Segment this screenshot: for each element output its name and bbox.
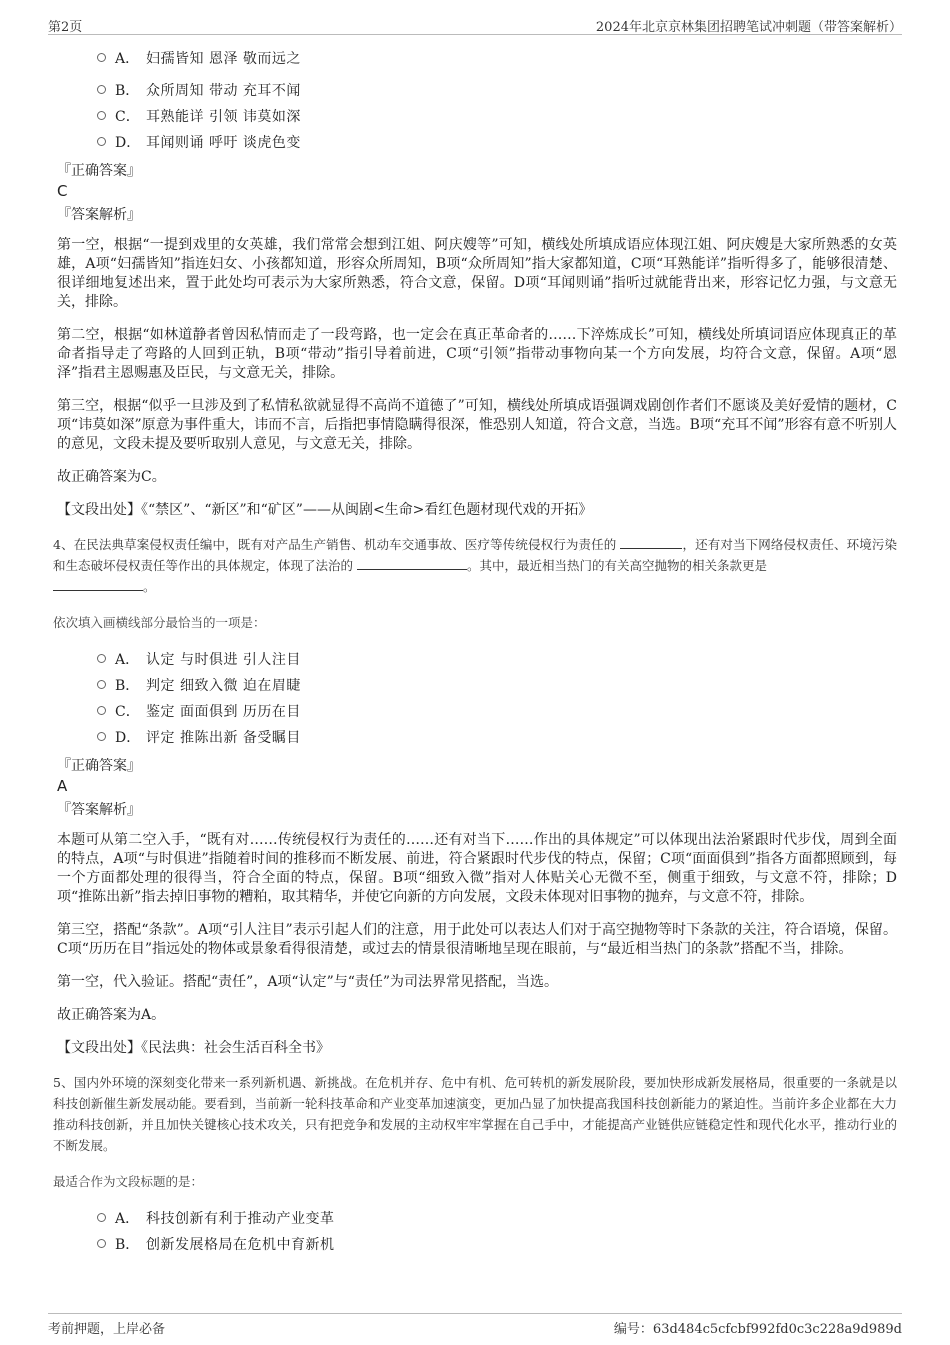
radio-icon[interactable] [97, 1213, 106, 1222]
blank-2 [357, 557, 467, 570]
q4-prompt: 依次填入画横线部分最恰当的一项是： [53, 615, 266, 630]
radio-icon[interactable] [97, 680, 106, 689]
analysis-label: 『答案解析』 [57, 207, 141, 223]
q4-option-c[interactable]: C． 鉴定 面面俱到 历历在目 [97, 697, 897, 723]
radio-icon[interactable] [97, 732, 106, 741]
q5-options [57, 1204, 897, 1256]
footer-slogan: 考前押题，上岸必备 [48, 1322, 166, 1337]
q4-conclusion: 故正确答案为A。 [57, 1007, 166, 1023]
q5-option-a[interactable]: A． 科技创新有利于推动产业变革 [97, 1204, 897, 1230]
q3-options [57, 44, 897, 154]
blank-1 [620, 536, 682, 549]
q4-source: 【文段出处】《民法典：社会生活百科全书》 [57, 1040, 330, 1056]
q3-source: 【文段出处】《“禁区”、“新区”和“矿区”——从闽剧<生命>看红色题材现代戏的开拓》 [57, 502, 593, 518]
radio-icon[interactable] [97, 706, 106, 715]
q4-options [57, 645, 897, 749]
q5-stem: 5、国内外环境的深刻变化带来一系列新机遇、新挑战。在危机并存、危中有机、危可转机的新发展阶段，要加快形成新发展格局，很重要的一条就是以科技创新催生新发展动能。要看到，当前新一轮科技革命和产业变革加速演变，更加凸显了加快提高我国科技创新能力的紧迫性。当前许多企业都在大力推动科技创新，并且加快关键核心技术攻关，只有把竞争和发展的主动权牢牢掌握在自己手中，才能提高产业链供应链稳定性和现代化水平，推动行业的不断发展。 [53, 1075, 897, 1153]
q4-analysis-1: 本题可从第二空入手，“既有对……传统侵权行为责任的……还有对当下……作出的具体规定”可以体现出法治紧跟时代步伐，周到全面的特点，A项“与时俱进”指随着时间的推移而不断发展、前进，符合紧跟时代步伐的特点，保留；C项“面面俱到”指各方面都照顾到，每一个方面都处理的很得当，符合全面的特点，保留。B项“细致入微”指对人体贴关心无微不至，侧重于细致，与文意不符，排除；D项“推陈出新”指去掉旧事物的糟粕，取其精华，并使它向新的方向发展，文段未体现对旧事物的抛弃，与文意不符，排除。 [57, 832, 897, 905]
answer-label: 『正确答案』 [57, 163, 141, 179]
q3-option-c[interactable]: C． 耳熟能详 引领 讳莫如深 [97, 102, 897, 128]
radio-icon[interactable] [97, 53, 106, 62]
q4-analysis-3: 第一空，代入验证。搭配“责任”，A项“认定”与“责任”为司法界常见搭配，当选。 [57, 974, 559, 990]
document-title: 2024年北京京林集团招聘笔试冲刺题（带答案解析） [595, 20, 902, 35]
page-header [48, 14, 902, 35]
q4-option-d[interactable]: D． 评定 推陈出新 备受瞩目 [97, 723, 897, 749]
q4-analysis-2: 第三空，搭配“条款”。A项“引人注目”表示引起人们的注意，用于此处可以表达人们对于高空抛物等时下条款的关注，符合语境，保留。C项“历历在目”指远处的物体或景象看得很清楚，或过去的情景很清晰地呈现在眼前，与“最近相当热门的条款”搭配不当，排除。 [57, 922, 897, 957]
q5-prompt: 最适合作为文段标题的是： [53, 1174, 204, 1189]
page-footer [48, 1313, 902, 1338]
q3-analysis-2: 第二空，根据“如林道静者曾因私情而走了一段弯路，也一定会在真正革命者的……下淬炼成长”可知，横线处所填词语应体现真正的革命者指导走了弯路的人回到正轨，B项“带动”指引导着前进，C项“引领”指带动事物向某一个方向发展，均符合文意，保留。A项“恩泽”指君主恩赐惠及臣民，与文意无关，排除。 [57, 327, 897, 381]
document-id: 编号：63d484c5cfcbf992fd0c3c228a9d989d [613, 1322, 902, 1337]
q3-answer: C [57, 182, 68, 200]
radio-icon[interactable] [97, 85, 106, 94]
answer-label: 『正确答案』 [57, 758, 141, 774]
q4-answer: A [57, 777, 68, 795]
radio-icon[interactable] [97, 111, 106, 120]
q4-stem: 4、在民法典草案侵权责任编中，既有对产品生产销售、机动车交通事故、医疗等传统侵权行为责任的 ，还有对当下网络侵权责任、环境污染和生态破坏侵权责任等作出的具体规定，体现了法治的 。其中，最近相当热门的有关高空抛物的相关条款更是 。 [53, 537, 897, 594]
q3-option-b[interactable]: B． 众所周知 带动 充耳不闻 [97, 76, 897, 102]
q3-conclusion: 故正确答案为C。 [57, 469, 166, 485]
blank-3 [53, 578, 143, 591]
radio-icon[interactable] [97, 654, 106, 663]
page-number: 第2页 [48, 20, 83, 35]
radio-icon[interactable] [97, 137, 106, 146]
page-content [53, 44, 897, 1256]
q3-analysis-3: 第三空，根据“似乎一旦涉及到了私情私欲就显得不高尚不道德了”可知，横线处所填成语强调戏剧创作者们不愿谈及美好爱情的题材，C项“讳莫如深”原意为事件重大，讳而不言，后指把事情隐瞒得很深，惟恐别人知道，符合文意，当选。B项“充耳不闻”形容有意不听别人的意见，文段未提及要听取别人意见，与文意无关，排除。 [57, 398, 897, 452]
q4-option-b[interactable]: B． 判定 细致入微 迫在眉睫 [97, 671, 897, 697]
q3-option-a[interactable]: A． 妇孺皆知 恩泽 敬而远之 [97, 44, 897, 70]
analysis-label: 『答案解析』 [57, 802, 141, 818]
q4-option-a[interactable]: A． 认定 与时俱进 引人注目 [97, 645, 897, 671]
q3-analysis-1: 第一空，根据“一提到戏里的女英雄，我们常常会想到江姐、阿庆嫂等”可知，横线处所填成语应体现江姐、阿庆嫂是大家所熟悉的女英雄，A项“妇孺皆知”指连妇女、小孩都知道，形容众所周知，B项“众所周知”指大家都知道，C项“耳熟能详”指听得多了，能够很清楚、很详细地复述出来，置于此处均可表示为大家所熟悉，符合文意，保留。D项“耳闻则诵”指听过就能背出来，形容记忆力强，与文意无关，排除。 [57, 237, 897, 310]
q5-option-b[interactable]: B． 创新发展格局在危机中育新机 [97, 1230, 897, 1256]
q3-option-d[interactable]: D． 耳闻则诵 呼吁 谈虎色变 [97, 128, 897, 154]
radio-icon[interactable] [97, 1239, 106, 1248]
